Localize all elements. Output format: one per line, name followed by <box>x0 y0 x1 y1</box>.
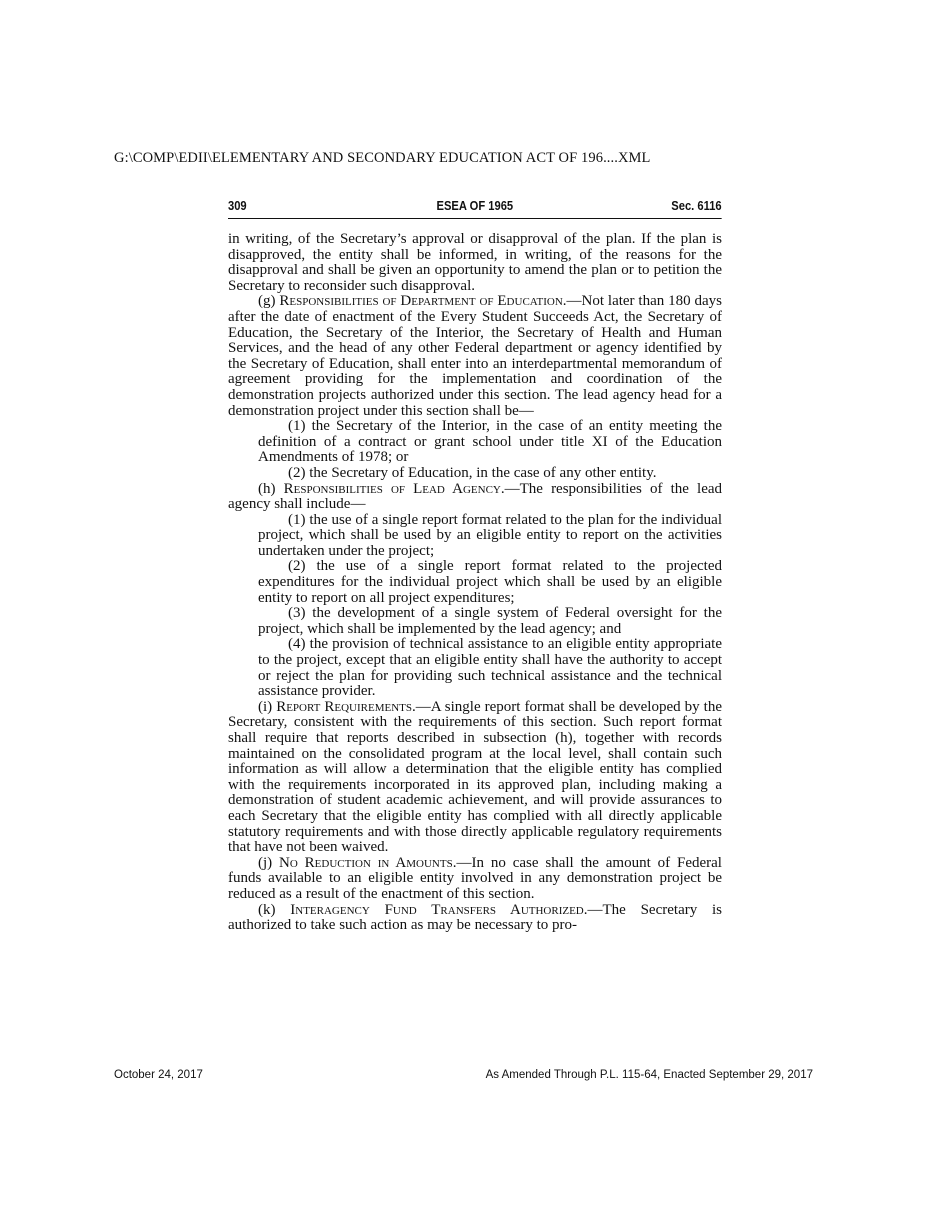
subsection-g-item-2: (2) the Secretary of Education, in the case of any other entity. <box>288 464 657 481</box>
subsection-g-heading: Responsibilities of Department of Education <box>279 293 563 310</box>
subsection-i <box>228 700 722 856</box>
page-number: 309 <box>228 198 247 213</box>
subsection-j-text: .—In no case shall the amount of Federal funds available to an eligible entity involved in any demonstration project be reduced as a result of the enactment of this section. <box>228 854 722 902</box>
subsection-h-item-1: (1) the use of a single report format related to the plan for the individual project, which shall be used by an eligible entity to report on the activities undertaken under the project; <box>258 511 722 559</box>
subsection-h-text: .—The responsibilities of the lead agency shall include— <box>228 480 723 513</box>
subsection-g <box>228 294 722 419</box>
file-path: G:\COMP\EDII\ELEMENTARY AND SECONDARY EDUCATION ACT OF 196....XML <box>114 150 651 166</box>
running-head <box>228 198 722 219</box>
subsection-j-label: (j) <box>258 854 280 871</box>
subsection-h <box>228 482 722 513</box>
body-text <box>228 232 722 934</box>
subsection-k-heading: Interagency Fund Transfers Authorized <box>290 901 584 918</box>
continued-paragraph: in writing, of the Secretary’s approval or disapproval of the plan. If the plan is disapproved, the entity shall be informed, in writing, of the reasons for the disapproval and shall be given an opportunity to amend the plan or to petition the Secretary to reconsider such disapproval. <box>228 231 722 294</box>
subsection-h-item-2: (2) the use of a single report format related to the projected expenditures for the individual project which shall be used by an eligible entity to report on all project expenditures; <box>258 558 722 606</box>
footer-date: October 24, 2017 <box>114 1069 203 1081</box>
subsection-i-text: .—A single report format shall be developed by the Secretary, consistent with the requirements of this section. Such report format shall require that reports described in subsection (h), together with records maintained on the consolidated program at the local level, shall contain such information as will allow a determination that the eligible entity has complied with the requirements incorporated in its approved plan, including making a demonstration of student academic achievement, and will provide assurances to each Secretary that the eligible entity has complied with all directly applicable statutory requirements and with those directly applicable regulatory requirements that have not been waived. <box>228 698 722 856</box>
subsection-k <box>228 903 722 934</box>
subsection-h-item-3: (3) the development of a single system of Federal oversight for the project, which shall be implemented by the lead agency; and <box>258 605 722 637</box>
footer-amended-note: As Amended Through P.L. 115-64, Enacted September 29, 2017 <box>485 1069 813 1081</box>
subsection-j <box>228 856 722 903</box>
subsection-k-label: (k) <box>258 901 291 918</box>
running-title: ESEA OF 1965 <box>436 198 514 213</box>
subsection-i-heading: Report Requirements <box>276 698 412 715</box>
subsection-j-heading: No Reduction in Amounts <box>279 854 453 871</box>
subsection-g-text: .—Not later than 180 days after the date of enactment of the Every Student Succeeds Act, the Secretary of Education, the Secretary of the Interior, the Secretary of Health and Human Services, and the head of any other Federal department or agency identified by the Secretary of Education, shall enter into an interdepartmental memorandum of agreement providing for the implementation and coordination of the demonstration projects authorized under this section. The lead agency head for a demonstration project under this section shall be— <box>228 293 722 419</box>
subsection-h-label: (h) <box>258 480 284 497</box>
subsection-i-label: (i) <box>258 698 277 715</box>
section-number: Sec. 6116 <box>671 198 722 213</box>
subsection-h-item-4: (4) the provision of technical assistance to an eligible entity appropriate to the project, except that an eligible entity shall have the authority to accept or reject the plan for providing such technical assistance and the technical assistance provider. <box>258 636 722 700</box>
subsection-k-text: .—The Secretary is authorized to take such action as may be necessary to pro- <box>228 901 722 934</box>
subsection-g-label: (g) <box>258 293 280 310</box>
subsection-h-heading: Responsibilities of Lead Agency <box>283 480 501 497</box>
subsection-g-item-1: (1) the Secretary of the Interior, in the case of an entity meeting the definition of a contract or grant school under title XI of the Education Amendments of 1978; or <box>258 418 722 466</box>
